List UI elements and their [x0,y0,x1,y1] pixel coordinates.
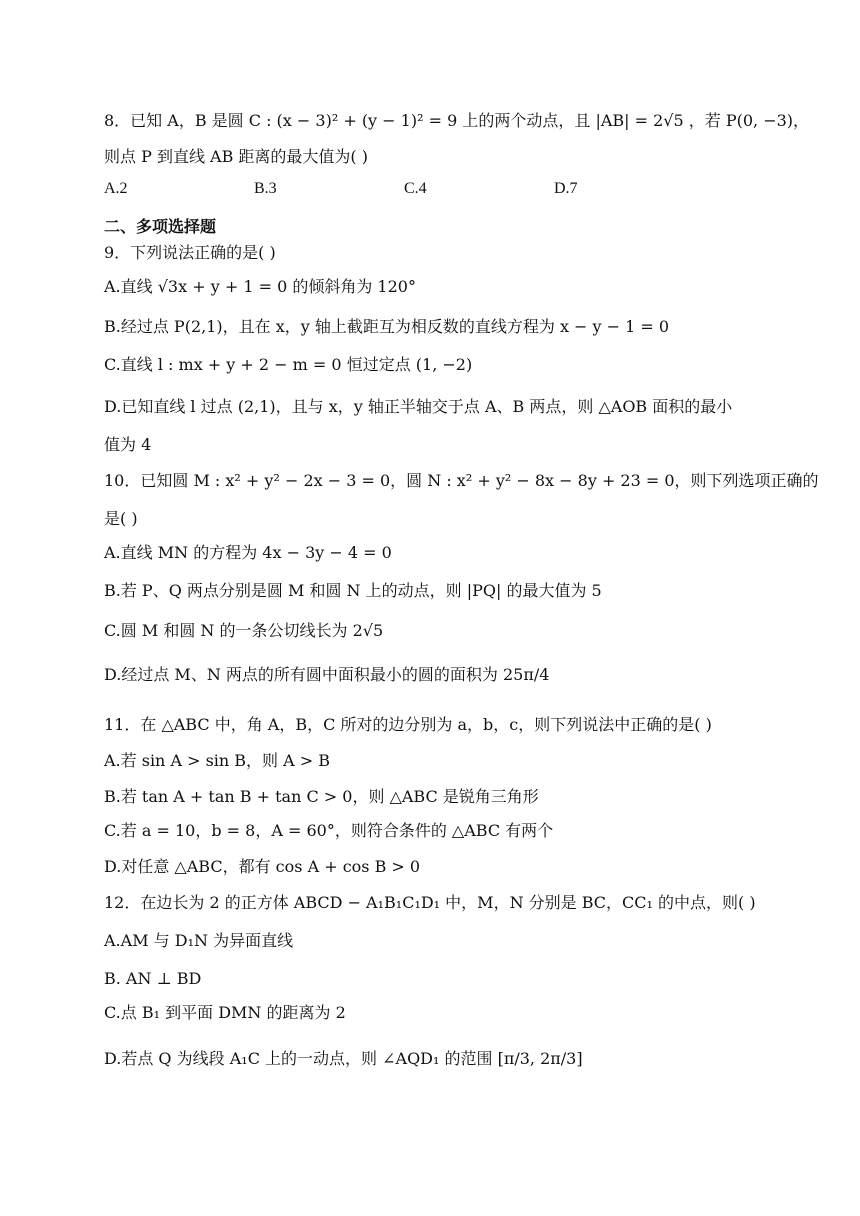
q11-option-a: A.若 sin A > sin B，则 A > B [104,751,331,770]
q9-option-a: A.直线 √3x + y + 1 = 0 的倾斜角为 120° [104,277,416,296]
q10-option-a: A.直线 MN 的方程为 4x − 3y − 4 = 0 [104,543,392,562]
q9-option-b: B.经过点 P(2,1)，且在 x，y 轴上截距互为相反数的直线方程为 x − y − 1 = 0 [104,317,670,336]
q8-line2: 则点 P 到直线 AB 距离的最大值为( ) [104,147,368,166]
q12-option-c: C.点 B₁ 到平面 DMN 的距离为 2 [104,1003,346,1022]
section-title: 二、多项选择题 [104,217,217,236]
q11-stem: 11．在 △ABC 中，角 A，B，C 所对的边分别为 a，b，c，则下列说法中正确的是( ) [104,715,712,734]
q8-line1: 8．已知 A，B 是圆 C : (x − 3)² + (y − 1)² = 9 上的两个动点，且 |AB| = 2√5 ，若 P(0, −3)， [104,111,810,130]
q10-option-d: D.经过点 M、N 两点的所有圆中面积最小的圆的面积为 25π/4 [104,665,550,684]
q10-option-b: B.若 P、Q 两点分别是圆 M 和圆 N 上的动点，则 |PQ| 的最大值为 5 [104,581,602,600]
q9-option-d-line1: D.已知直线 l 过点 (2,1)，且与 x，y 轴正半轴交于点 A、B 两点，则 △AOB 面积的最小 [104,397,733,416]
q8-option-d: D.7 [554,180,578,197]
q9-stem: 9．下列说法正确的是( ) [104,243,276,262]
q12-option-d: D.若点 Q 为线段 A₁C 上的一动点，则 ∠AQD₁ 的范围 [π/3, 2π/3] [104,1049,583,1068]
q8-option-b: B.3 [254,180,277,197]
q10-option-c: C.圆 M 和圆 N 的一条公切线长为 2√5 [104,621,384,640]
q10-stem-line2: 是( ) [104,509,138,528]
q12-option-a: A.AM 与 D₁N 为异面直线 [104,931,294,950]
q8-options [104,180,764,202]
q9-option-d-line2: 值为 4 [104,435,152,454]
q9-option-c: C.直线 l : mx + y + 2 − m = 0 恒过定点 (1, −2) [104,355,473,374]
q11-option-d: D.对任意 △ABC，都有 cos A + cos B > 0 [104,857,421,876]
q10-stem-line1: 10．已知圆 M : x² + y² − 2x − 3 = 0，圆 N : x² + y² − 8x − 8y + 23 = 0，则下列选项正确的 [104,471,819,490]
q11-option-b: B.若 tan A + tan B + tan C > 0，则 △ABC 是锐角三角形 [104,787,539,806]
q12-stem: 12．在边长为 2 的正方体 ABCD − A₁B₁C₁D₁ 中，M，N 分别是 BC，CC₁ 的中点，则( ) [104,893,756,912]
q8-option-a: A.2 [104,180,128,197]
q8-option-c: C.4 [404,180,427,197]
q11-option-c: C.若 a = 10，b = 8，A = 60°，则符合条件的 △ABC 有两个 [104,821,554,840]
q12-option-b: B. AN ⊥ BD [104,969,202,988]
